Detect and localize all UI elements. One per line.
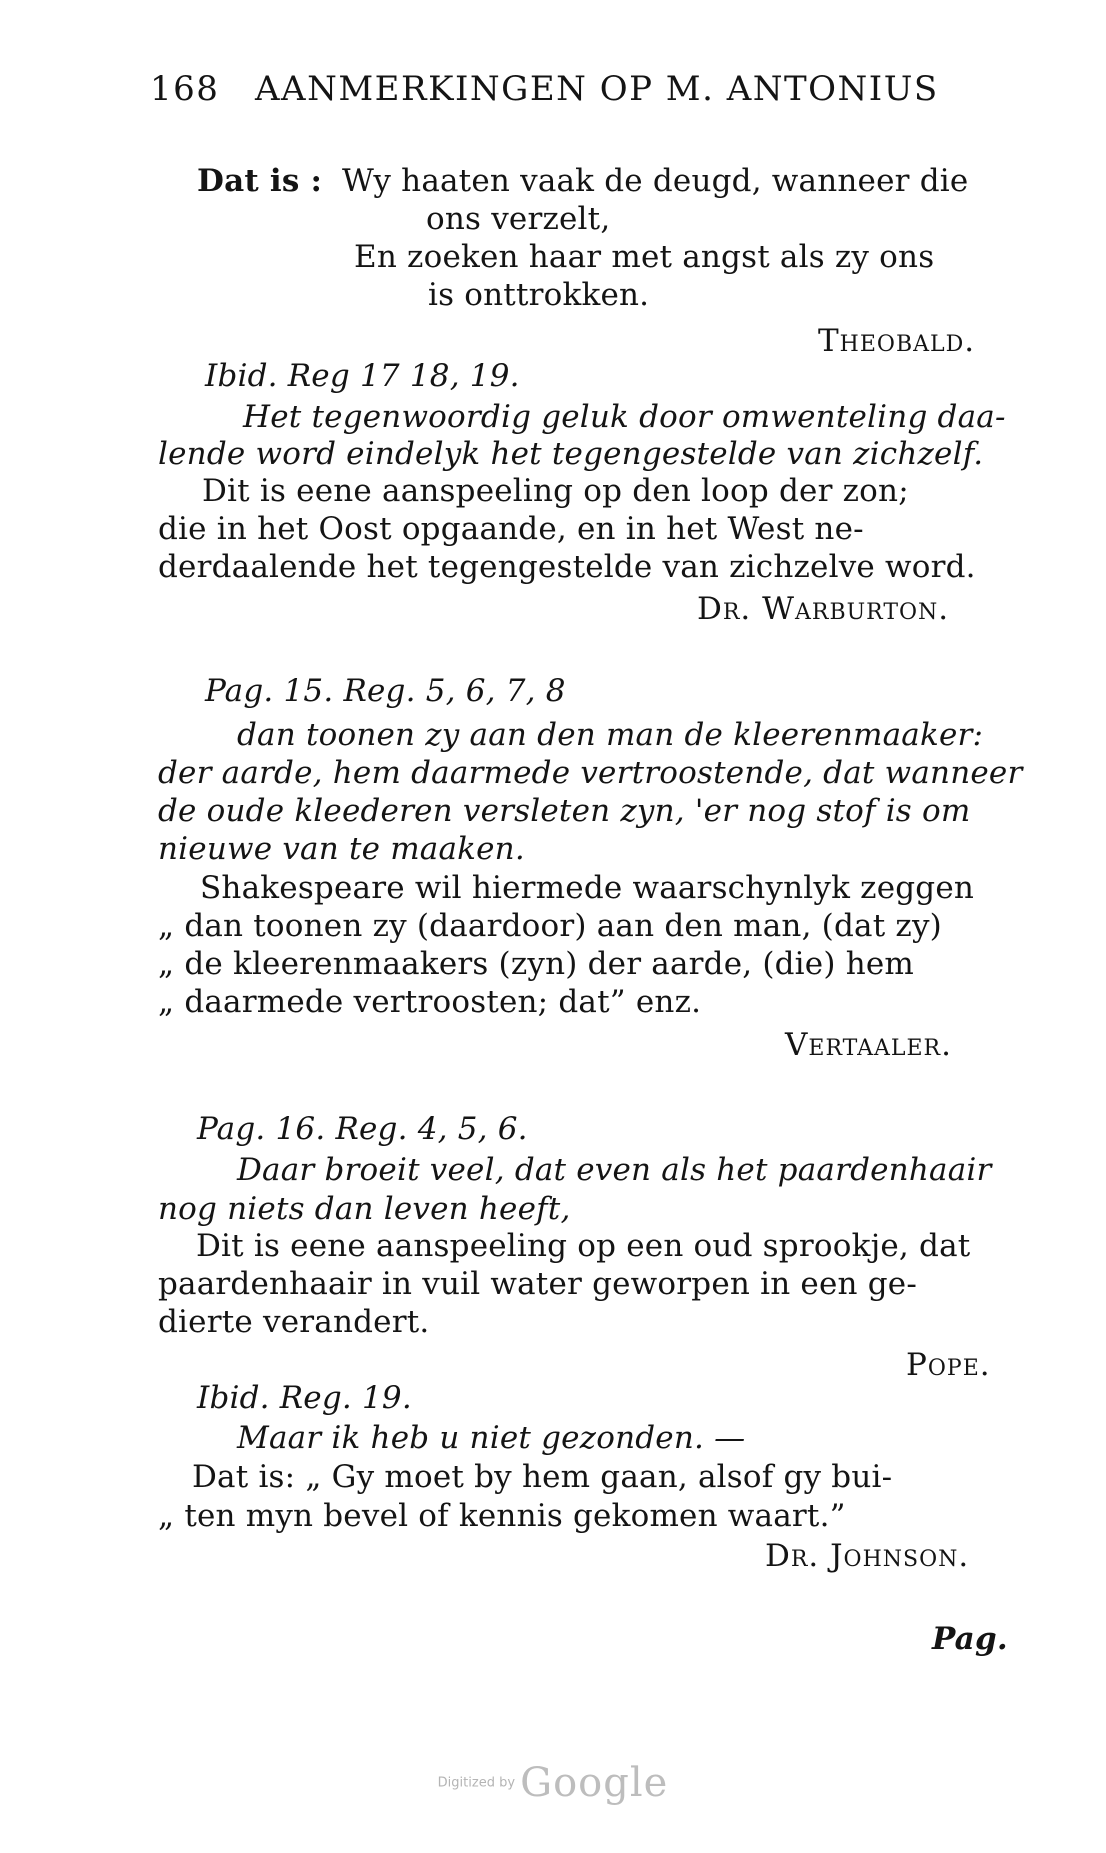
section1-verse-line: is onttrokken. <box>428 277 650 313</box>
section1-verse-line: ons verzelt, <box>426 201 611 237</box>
section2-reference: Ibid. Reg 17 18, 19. <box>205 358 520 394</box>
section1-verse-line: Wy haaten vaak de deugd, wanneer die <box>342 163 969 199</box>
section1-verse-line: En zoeken haar met angst als zy ons <box>354 239 935 275</box>
section4-reference: Pag. 16. Reg. 4, 5, 6. <box>197 1111 528 1147</box>
attribution-theobald: Theobald. <box>818 323 976 359</box>
section4-text-line: dierte verandert. <box>158 1304 430 1340</box>
attribution-pope: Pope. <box>906 1347 991 1383</box>
section3-text-line: „ daarmede vertroosten; dat” enz. <box>158 984 702 1020</box>
section2-text-line: Dit is eene aanspeeling op den loop der zon; <box>202 473 909 509</box>
section3-text-line: Shakespeare wil hiermede waarschynlyk zeggen <box>200 870 975 906</box>
section2-text-line: die in het Oost opgaande, en in het West ne- <box>158 511 864 547</box>
section5-reference: Ibid. Reg. 19. <box>197 1380 412 1416</box>
section3-text-line: „ dan toonen zy (daardoor) aan den man, (dat zy) <box>158 908 942 944</box>
section3-quote-line: nieuwe van te maaken. <box>158 831 525 867</box>
section5-quote-line: Maar ik heb u niet gezonden. — <box>237 1420 746 1456</box>
attribution-warburton: Dr. Warburton. <box>697 591 950 627</box>
google-watermark <box>0 1760 1106 1806</box>
section1-label: Dat is : <box>197 163 323 199</box>
running-title: AANMERKINGEN OP M. ANTONIUS <box>255 69 939 109</box>
section3-reference: Pag. 15. Reg. 5, 6, 7, 8 <box>205 673 566 709</box>
section3-quote-line: der aarde, hem daarmede vertroostende, dat wanneer <box>158 755 1023 791</box>
section2-quote-line: lende word eindelyk het tegengestelde van zichzelf. <box>158 436 984 472</box>
attribution-vertaaler: Vertaaler. <box>785 1027 952 1063</box>
attribution-johnson: Dr. Johnson. <box>765 1538 970 1574</box>
section5-text-line: Dat is: „ Gy moet by hem gaan, alsof gy bui- <box>192 1459 893 1495</box>
section4-quote-line: Daar broeit veel, dat even als het paardenhaair <box>237 1152 992 1188</box>
watermark-google-logo: Google <box>520 1760 669 1806</box>
section5-text-line: „ ten myn bevel of kennis gekomen waart.” <box>158 1498 846 1534</box>
section4-text-line: paardenhaair in vuil water geworpen in een ge- <box>158 1266 918 1302</box>
page-number: 168 <box>150 69 220 109</box>
section3-text-line: „ de kleerenmaakers (zyn) der aarde, (die) hem <box>158 946 915 982</box>
watermark-digitized-by: Digitized by <box>437 1775 516 1791</box>
section3-quote-line: de oude kleederen versleten zyn, 'er nog stof is om <box>158 793 971 829</box>
section4-text-line: Dit is eene aanspeeling op een oud sprookje, dat <box>196 1228 971 1264</box>
catchword: Pag. <box>932 1621 1008 1657</box>
section2-quote-line: Het tegenwoordig geluk door omwenteling daa- <box>243 399 1006 435</box>
section2-text-line: derdaalende het tegengestelde van zichzelve word. <box>158 549 976 585</box>
section3-quote-line: dan toonen zy aan den man de kleerenmaaker: <box>237 717 984 753</box>
section4-quote-line: nog niets dan leven heeft, <box>158 1191 571 1227</box>
